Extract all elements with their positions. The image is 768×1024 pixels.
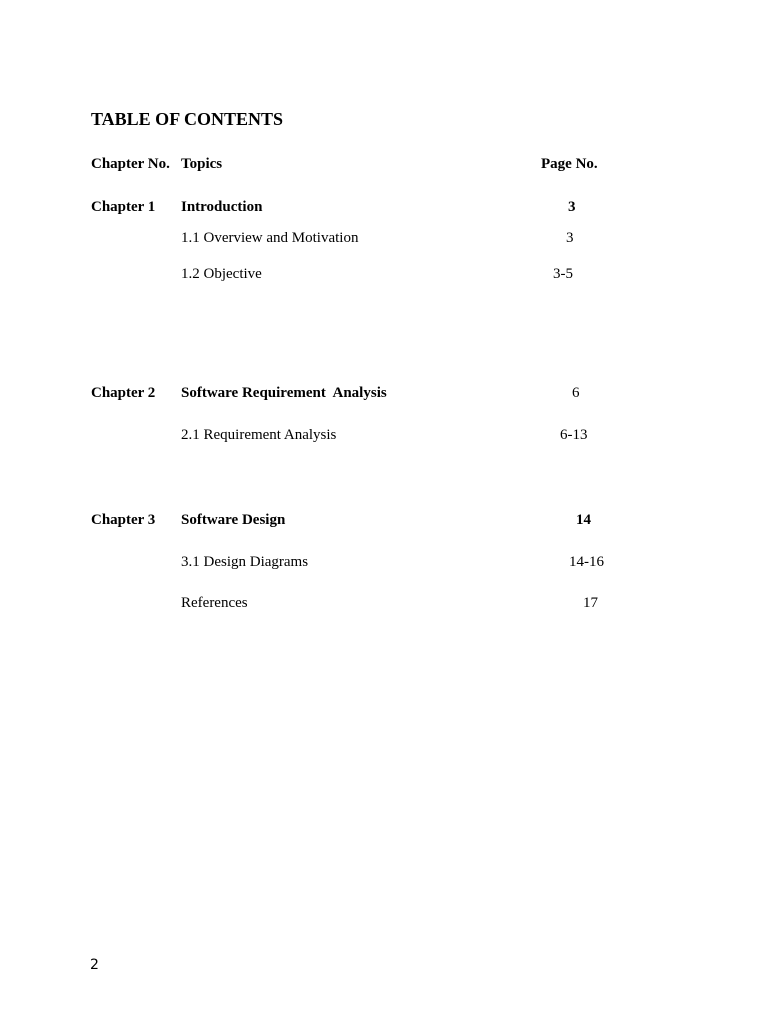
section-1-1-page: 3 [566, 230, 574, 246]
section-2-1-page: 6-13 [560, 427, 588, 443]
chapter-1-topic: Introduction [181, 199, 263, 215]
chapter-2-topic: Software Requirement Analysis [181, 385, 387, 401]
section-3-1-page: 14-16 [569, 554, 604, 570]
section-1-2-topic: 1.2 Objective [181, 266, 262, 282]
chapter-3-topic: Software Design [181, 512, 286, 528]
section-1-2-page: 3-5 [553, 266, 573, 282]
chapter-3-page: 14 [576, 512, 591, 528]
chapter-3-label: Chapter 3 [91, 512, 156, 528]
chapter-2-label: Chapter 2 [91, 385, 156, 401]
toc-title: TABLE OF CONTENTS [91, 109, 284, 129]
header-topics: Topics [181, 156, 223, 172]
references-topic: References [181, 595, 248, 611]
page-number: 2 [90, 957, 99, 973]
chapter-1-label: Chapter 1 [91, 199, 156, 215]
references-page: 17 [583, 595, 598, 611]
chapter-1-page: 3 [568, 199, 576, 215]
header-page-no: Page No. [541, 156, 598, 172]
section-2-1-topic: 2.1 Requirement Analysis [181, 427, 337, 443]
header-chapter-no: Chapter No. [91, 156, 170, 172]
section-1-1-topic: 1.1 Overview and Motivation [181, 230, 359, 246]
section-3-1-topic: 3.1 Design Diagrams [181, 554, 309, 570]
chapter-2-page: 6 [572, 385, 580, 401]
